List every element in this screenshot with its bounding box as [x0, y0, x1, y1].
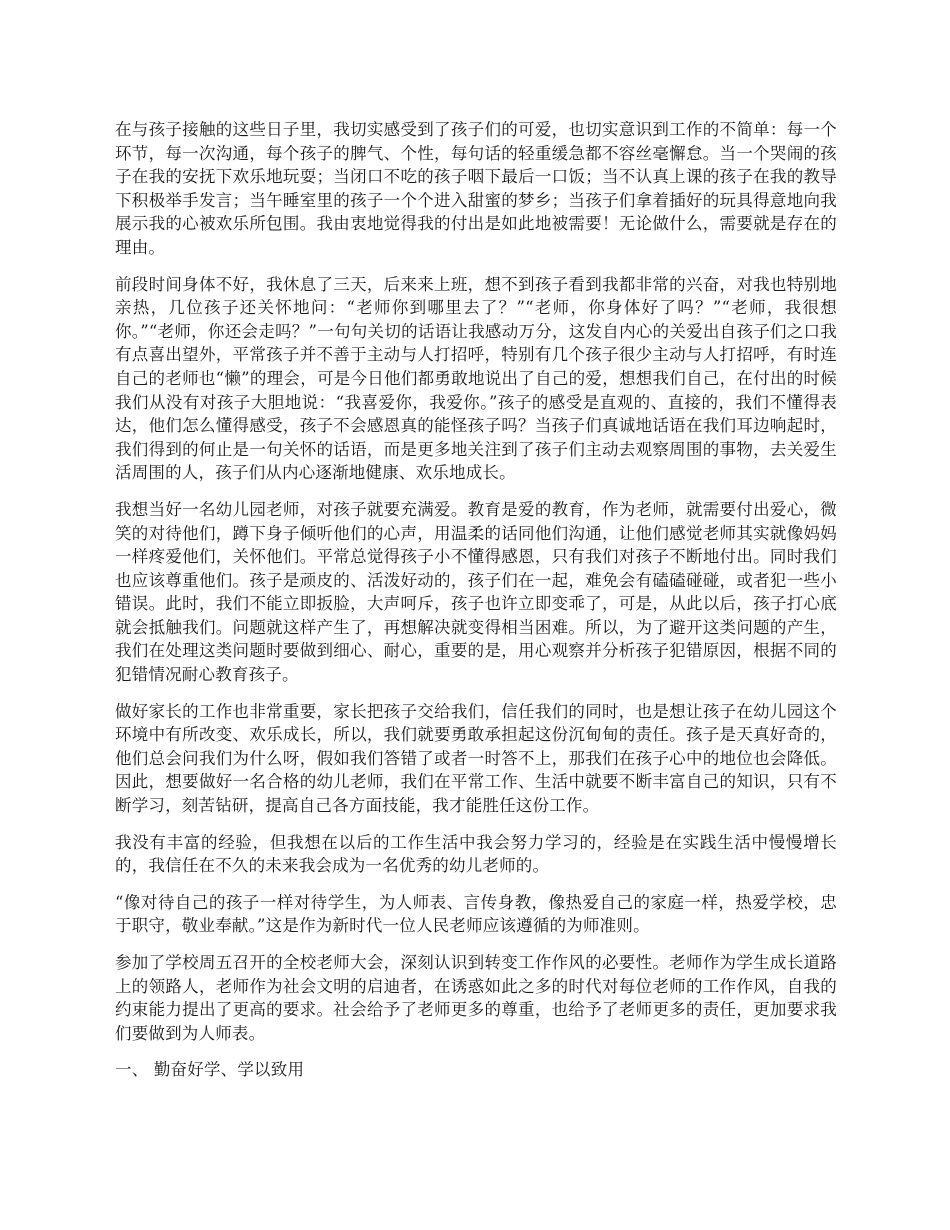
paragraph-3: 我想当好一名幼儿园老师，对孩子就要充满爱。教育是爱的教育，作为老师，就需要付出爱心，微笑的对待他们，蹲下身子倾听他们的心声，用温柔的话同他们沟通，让他们感觉老师其实就像妈妈一样疼爱他们，关怀他们。平常总觉得孩子小不懂得感恩，只有我们对孩子不断地付出。同时我们也应该尊重他们。孩子是顽皮的、活泼好动的，孩子们在一起，难免会有磕磕碰碰，或者犯一些小错误。此时，我们不能立即扳脸，大声呵斥，孩子也许立即变乖了，可是，从此以后，孩子打心底就会抵触我们。问题就这样产生了，再想解决就变得相当困难。所以，为了避开这类问题的产生，我们在处理这类问题时要做到细心、耐心，重要的是，用心观察并分析孩子犯错原因，根据不同的犯错情况耐心教育孩子。: [115, 499, 837, 685]
paragraph-6: “像对待自己的孩子一样对待学生，为人师表、言传身教，像热爱自己的家庭一样，热爱学校，忠于职守，敬业奉献。”这是作为新时代一位人民老师应该遵循的为师准则。: [115, 892, 837, 936]
paragraph-5: 我没有丰富的经验，但我想在以后的工作生活中我会努力学习的，经验是在实践生活中慢慢增长的，我信任在不久的未来我会成为一名优秀的幼儿老师的。: [115, 832, 837, 876]
paragraph-2: 前段时间身体不好，我休息了三天，后来来上班，想不到孩子看到我都非常的兴奋，对我也特别地亲热，几位孩子还关怀地问：“老师你到哪里去了？”“老师，你身体好了吗？”“老师，我很想你。”“老师，你还会走吗？”一句句关切的话语让我感动万分，这发自内心的关爱出自孩子们之口我有点喜出望外，平常孩子并不善于主动与人打招呼，特别有几个孩子很少主动与人打招呼，有时连自己的老师也“懒”的理会，可是今日他们都勇敢地说出了自己的爱，想想我们自己，在付出的时候我们从没有对孩子大胆地说：“我喜爱你，我爱你。”孩子的感受是直观的、直接的，我们不懂得表达，他们怎么懂得感受，孩子不会感恩真的能怪孩子吗？当孩子们真诚地话语在我们耳边响起时，我们得到的何止是一句关怀的话语，而是更多地关注到了孩子们主动去观察周围的事物，去关爱生活周围的人，孩子们从内心逐渐地健康、欢乐地成长。: [115, 274, 837, 483]
paragraph-4: 做好家长的工作也非常重要，家长把孩子交给我们，信任我们的同时，也是想让孩子在幼儿园这个环境中有所改变、欢乐成长，所以，我们就要勇敢承担起这份沉甸甸的责任。孩子是天真好奇的，他们总会问我们为什么呀，假如我们答错了或者一时答不上，那我们在孩子心中的地位也会降低。因此，想要做好一名合格的幼儿老师，我们在平常工作、生活中就要不断丰富自己的知识，只有不断学习，刻苦钻研，提高自己各方面技能，我才能胜任这份工作。: [115, 701, 837, 816]
document-body: [115, 118, 837, 1095]
section-heading: 一、 勤奋好学、学以致用: [115, 1060, 305, 1080]
paragraph-1: 在与孩子接触的这些日子里，我切实感受到了孩子们的可爱，也切实意识到工作的不简单：每一个环节，每一次沟通，每个孩子的脾气、个性，每句话的轻重缓急都不容丝毫懈怠。当一个哭闹的孩子在我的安抚下欢乐地玩耍；当闭口不吃的孩子咽下最后一口饭；当不认真上课的孩子在我的教导下积极举手发言；当午睡室里的孩子一个个进入甜蜜的梦乡；当孩子们拿着插好的玩具得意地向我展示我的心被欢乐所包围。我由衷地觉得我的付出是如此地被需要！无论做什么，需要就是存在的理由。: [115, 120, 837, 257]
paragraph-7: 参加了学校周五召开的全校老师大会，深刻认识到转变工作作风的必要性。老师作为学生成长道路上的领路人，老师作为社会文明的启迪者，在诱惑如此之多的时代对每位老师的工作作风，自我的约束能力提出了更高的要求。社会给予了老师更多的尊重，也给予了老师更多的责任，更加要求我们要做到为人师表。: [115, 953, 837, 1043]
